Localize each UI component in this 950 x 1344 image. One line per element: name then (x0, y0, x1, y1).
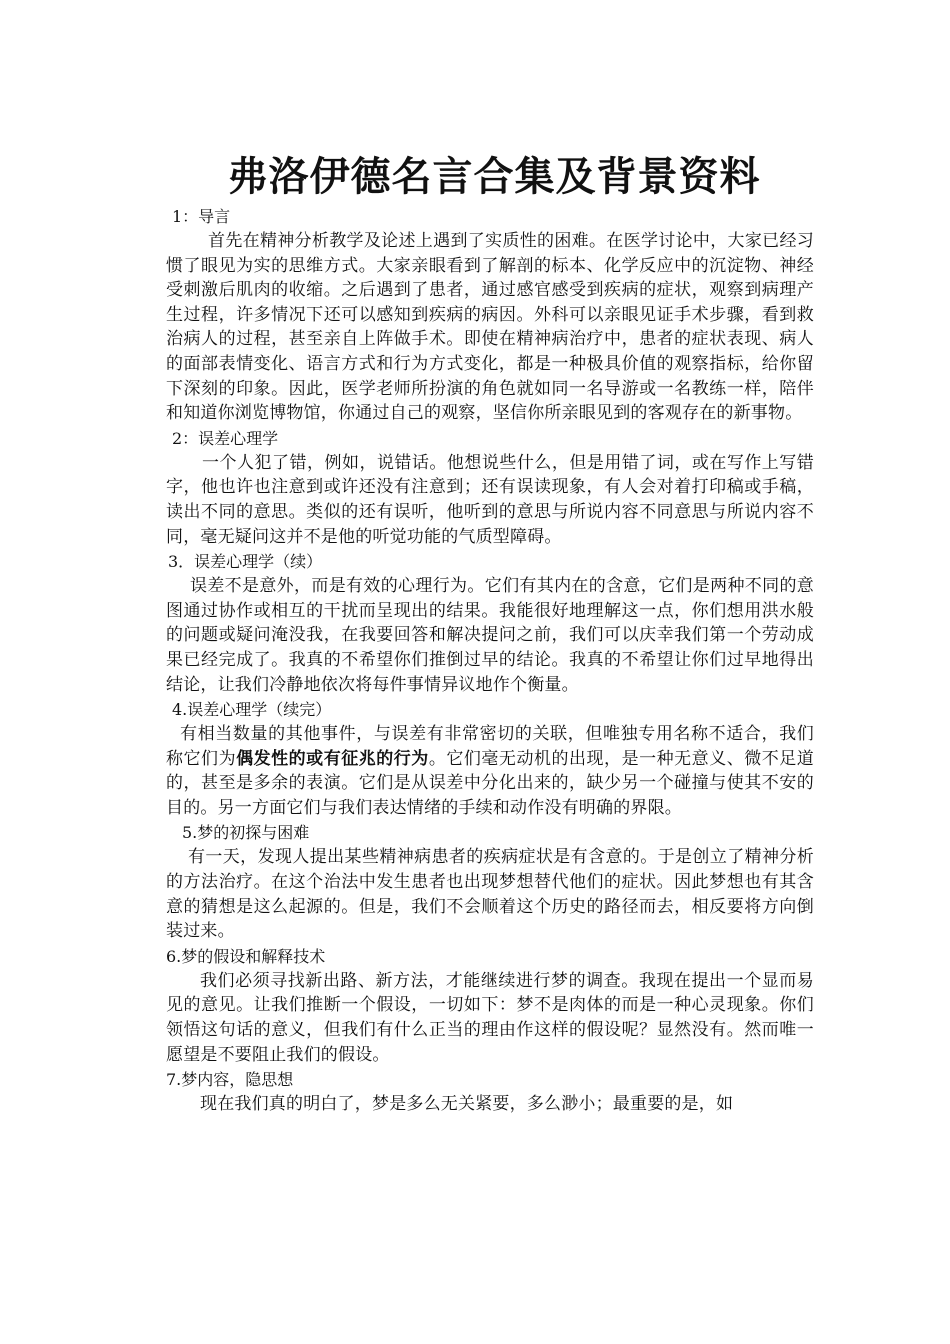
section-heading-6: 6.梦的假设和解释技术 (166, 946, 326, 966)
section-body-6: 我们必须寻找新出路、新方法，才能继续进行梦的调查。我现在提出一个显而易见的意见。让我们推断一个假设，一切如下：梦不是肉体的而是一种心灵现象。你们领悟这句话的意义，但我们有什么正当的理由作这样的假设呢？显然没有。然而唯一愿望是不要阻止我们的假设。 (166, 970, 814, 1065)
section-heading-5: 5.梦的初探与困难 (182, 823, 310, 843)
section-body-2: 一个人犯了错，例如，说错话。他想说些什么，但是用错了词，或在写作上写错字，他也许也注意到或许还没有注意到；还有误读现象，有人会对着打印稿或手稿，读出不同的意思。类似的还有误听，他听到的意思与所说内容不同意思与所说内容不同，毫无疑问这并不是他的听觉功能的气质型障碍。 (166, 452, 814, 547)
section-heading-3: 3．误差心理学（续） (168, 552, 323, 572)
section-body-3: 误差不是意外，而是有效的心理行为。它们有其内在的含意，它们是两种不同的意图通过协作或相互的干扰而呈现出的结果。我能很好地理解这一点，你们想用洪水般的问题或疑问淹没我，在我要回答和解决提问之前，我们可以庆幸我们第一个劳动成果已经完成了。我真的不希望你们推倒过早的结论。我真的不希望让你们过早地得出结论，让我们冷静地依次将每件事情异议地作个衡量。 (166, 576, 814, 695)
section-body-4-text-b: 。它们毫无动机的出现，是一种无意义、微不足道的，甚至是多余的表演。它们是从误差中分化出来的，缺少另一个碰撞与使其不安的目的。另一方面它们与我们表达情绪的手续和动作没有明确的界限。 (166, 748, 814, 818)
section-heading-1: 1：导言 (172, 207, 231, 226)
section-heading-4: 4.误差心理学（续完） (172, 700, 332, 720)
section-body-4-text-a: 有相当数量的其他事件，与误差有非常密切的关联，但唯独专用名称不适合，我们称它们为 (166, 724, 814, 769)
section-heading-7: 7.梦内容，隐思想 (166, 1070, 294, 1090)
section-body-1: 首先在精神分析教学及论述上遇到了实质性的困难。在医学讨论中，大家已经习惯了眼见为实的思维方式。大家亲眼看到了解剖的标本、化学反应中的沉淀物、神经受刺激后肌肉的收缩。之后遇到了患者，通过感官感受到疾病的症状，观察到病理产生过程，许多情况下还可以感知到疾病的病因。外科可以亲眼见证手术步骤，看到救治病人的过程，甚至亲自上阵做手术。即使在精神病治疗中，患者的症状表现、病人的面部表情变化、语言方式和行为方式变化，都是一种极具价值的观察指标，给你留下深刻的印象。因此，医学老师所扮演的角色就如同一名导游或一名教练一样，陪伴和知道你浏览博物馆，你通过自己的观察，坚信你所亲眼见到的客观存在的新事物。 (166, 231, 814, 424)
section-body-4 (166, 722, 814, 820)
page-title: 弗洛伊德名言合集及背景资料 (227, 154, 761, 200)
section-body-4-bold-term: 偶发性的或有征兆的行为 (236, 748, 429, 769)
section-heading-2: 2：误差心理学 (172, 428, 279, 448)
section-body-5: 有一天，发现人提出某些精神病患者的疾病症状是有含意的。于是创立了精神分析的方法治疗。在这个治法中发生患者也出现梦想替代他们的症状。因此梦想也有其含意的猜想是这么起源的。但是，我们不会顺着这个历史的路径而去，相反要将方向倒装过来。 (166, 847, 814, 942)
document-page (166, 150, 814, 1117)
section-body-7: 现在我们真的明白了，梦是多么无关紧要，多么渺小；最重要的是，如 (200, 1094, 734, 1115)
